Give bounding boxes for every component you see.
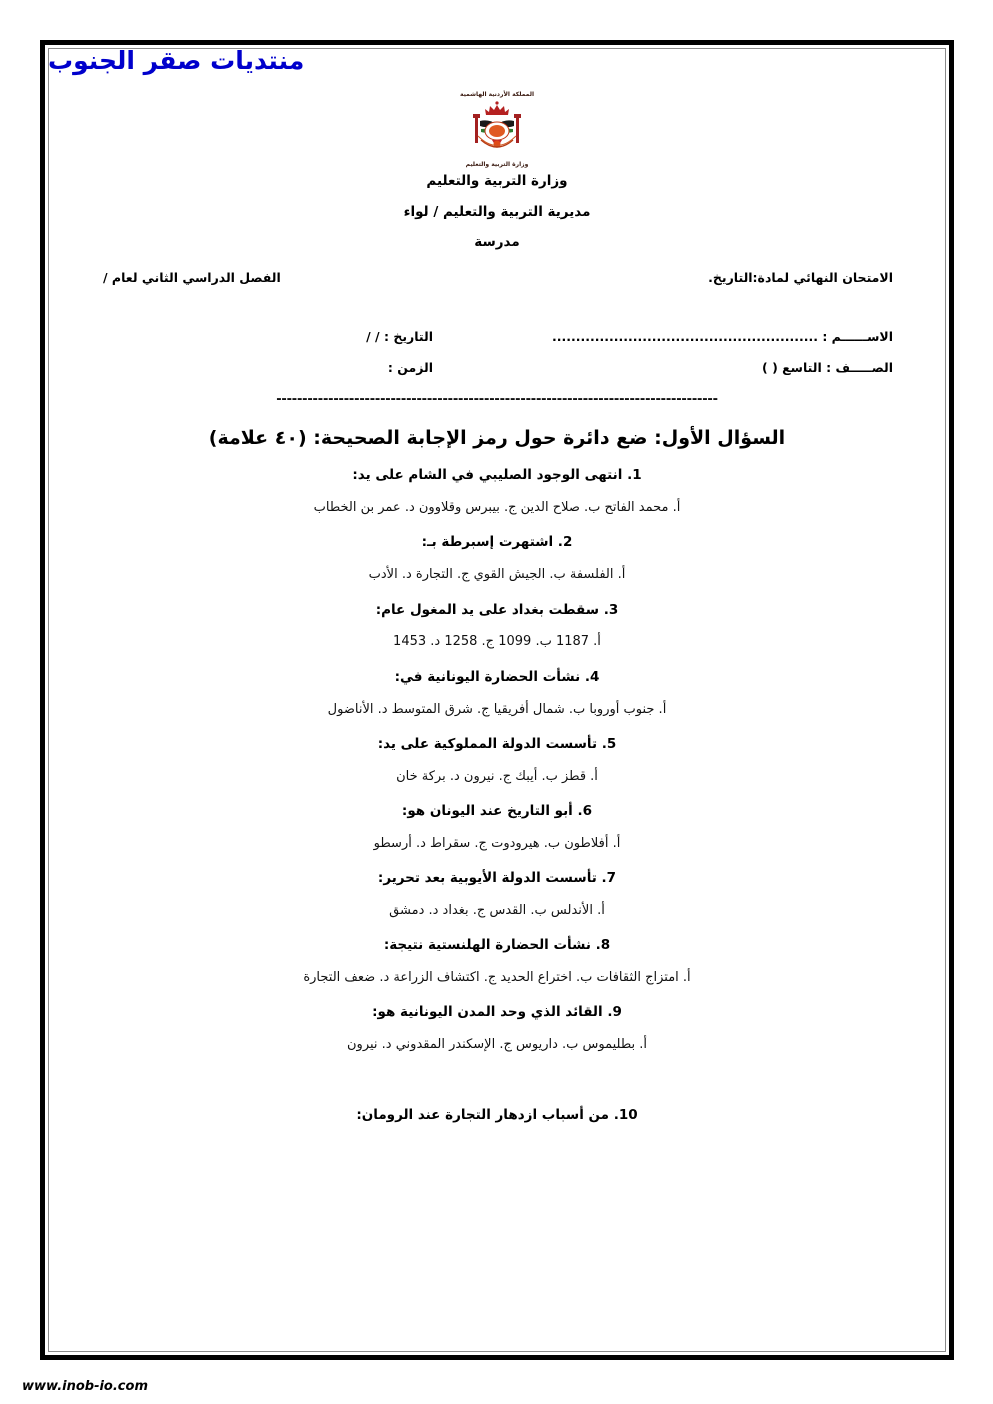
question-text: 8. نشأت الحضارة الهلنستية نتيجة:: [383, 937, 611, 954]
exam-subject-label: الامتحان النهائي لمادة:التاريخ.: [708, 269, 893, 285]
exam-date-field[interactable]: [366, 329, 493, 344]
student-class-field[interactable]: [493, 360, 893, 375]
question-text: 3. سقطت بغداد على يد المغول عام:: [375, 601, 619, 618]
question-text: 2. اشتهرت إسبرطة بـ:: [421, 534, 573, 551]
emblem-container: [97, 91, 897, 169]
footer-website-url[interactable]: www.inob-io.com: [22, 1379, 148, 1394]
ministry-title: وزارة التربية والتعليم: [426, 173, 568, 189]
page-border-frame: [40, 40, 954, 1360]
jordan-ministry-emblem-icon: [451, 91, 543, 169]
emblem-caption-top: المملكة الأردنية الهاشمية: [459, 91, 535, 98]
site-watermark: [48, 42, 305, 78]
student-info-block: [97, 329, 897, 375]
question-text: 5. تأسست الدولة المملوكية على يد:: [377, 735, 617, 752]
section-divider: -------------------------------------------------------------------------------------: [276, 392, 718, 407]
emblem-caption-bottom: وزارة التربية والتعليم: [465, 161, 529, 168]
question-item: [97, 1004, 897, 1053]
question-item: [97, 467, 897, 516]
question-choices[interactable]: أ. قطز ب. أيبك ج. نيرون د. بركة خان: [396, 768, 598, 784]
question-choices[interactable]: أ. الأندلس ب. القدس ج. بغداد د. دمشق: [389, 902, 605, 918]
exam-date-value: / /: [366, 328, 380, 344]
school-title: مدرسة: [474, 234, 520, 250]
question-choices[interactable]: أ. جنوب أوروبا ب. شمال أفريقيا ج. شرق المتوسط د. الأناضول: [327, 701, 667, 717]
question-text: 6. أبو التاريخ عند اليونان هو:: [401, 802, 593, 819]
question-item: [97, 937, 897, 986]
question-text: 9. القائد الذي وحد المدن اليونانية هو:: [372, 1004, 622, 1021]
student-class-value: ( ): [762, 359, 778, 375]
question-choices[interactable]: أ. بطليموس ب. داريوس ج. الإسكندر المقدوني د. نيرون: [347, 1037, 647, 1053]
student-name-row: [101, 329, 893, 344]
questions-list: [97, 467, 897, 1124]
question-item: [97, 803, 897, 852]
exam-time-label: الزمن :: [387, 359, 433, 375]
question-text: 7. تأسست الدولة الأيوبية بعد تحرير:: [377, 870, 617, 887]
question-choices[interactable]: أ. محمد الفاتح ب. صلاح الدين ج. بيبرس وقلاوون د. عمر بن الخطاب: [313, 500, 681, 516]
exam-semester-label: الفصل الدراسي الثاني لعام /: [103, 269, 281, 285]
question-text: 1. انتهى الوجود الصليبي في الشام على يد:: [352, 467, 642, 484]
question-item: [97, 669, 897, 718]
question-item: [97, 534, 897, 583]
student-name-field[interactable]: [493, 329, 893, 344]
watermark-text: منتديات صقر الجنوب: [48, 45, 305, 75]
question-text: 4. نشأت الحضارة اليونانية في:: [394, 668, 600, 685]
question-item: [97, 870, 897, 919]
directorate-title: مديرية التربية والتعليم / لواء: [403, 203, 591, 220]
student-class-row: [101, 360, 893, 375]
student-class-label: الصـــــف : التاسع: [782, 359, 893, 375]
question-text: 10. من أسباب ازدهار التجارة عند الرومان:: [356, 1107, 638, 1124]
question-choices[interactable]: أ. 1187 ب. 1099 ج. 1258 د. 1453: [393, 634, 601, 650]
document-body: [45, 45, 949, 1355]
exam-date-label: التاريخ :: [383, 328, 433, 344]
question-item: [97, 736, 897, 785]
question-choices[interactable]: أ. الفلسفة ب. الجيش القوي ج. التجارة د. الأدب: [368, 567, 626, 583]
student-name-value: ........................................................: [552, 328, 818, 344]
student-name-label: الاســــــم :: [822, 328, 893, 344]
question-choices[interactable]: أ. أفلاطون ب. هيرودوت ج. سقراط د. أرسطو: [373, 835, 621, 851]
question-item: [97, 602, 897, 651]
exam-time-field[interactable]: [388, 360, 493, 375]
question-section-title: السؤال الأول: ضع دائرة حول رمز الإجابة الصحيحة: (٤٠ علامة): [208, 426, 786, 449]
question-item: [97, 1107, 897, 1124]
question-choices[interactable]: أ. امتزاج الثقافات ب. اختراع الحديد ج. اكتشاف الزراعة د. ضعف التجارة: [303, 970, 691, 986]
exam-meta-row: [97, 270, 897, 285]
